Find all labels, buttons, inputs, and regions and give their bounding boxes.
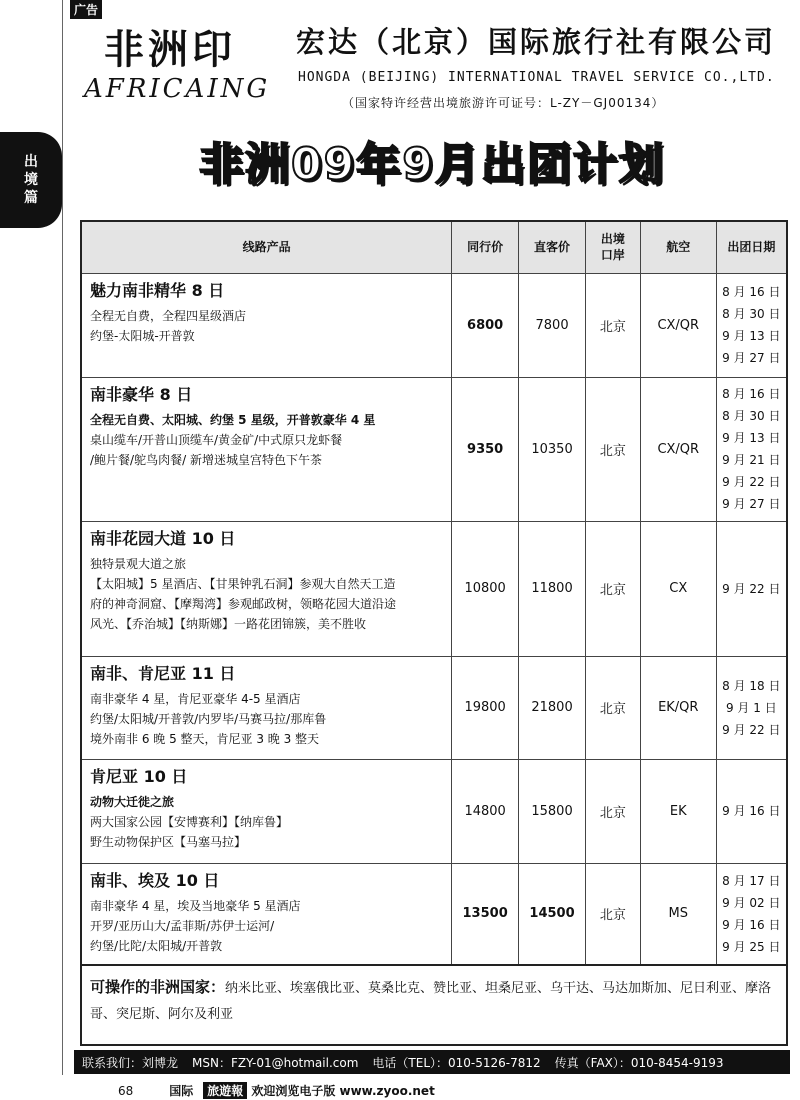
- section-tab-char-1: 出: [24, 154, 38, 170]
- departure-port: 北京: [586, 656, 641, 759]
- departure-dates: [716, 759, 787, 863]
- countries-label: 可操作的非洲国家：: [90, 978, 226, 996]
- left-divider: [62, 0, 63, 1075]
- product-detail: 南非豪华 4 星，肯尼亚豪华 4-5 星酒店: [90, 691, 301, 706]
- product-name: 肯尼亚 10 日: [90, 766, 188, 786]
- product-detail: 南非豪华 4 星，埃及当地豪华 5 星酒店: [90, 898, 301, 913]
- date-item: 8 月 18 日: [722, 678, 781, 693]
- product-cell: [81, 656, 452, 759]
- departure-dates: [716, 863, 787, 965]
- direct-price: 21800: [519, 656, 586, 759]
- header-departure-dates: 出团日期: [716, 221, 787, 273]
- peer-price: 10800: [452, 521, 519, 656]
- company-name-cn: 宏达（北京）国际旅行社有限公司: [296, 25, 777, 59]
- date-item: 9 月 27 日: [722, 351, 781, 365]
- peer-price: 9350: [452, 377, 519, 521]
- table-header-row: [81, 221, 787, 273]
- date-item: 8 月 16 日: [722, 387, 781, 401]
- peer-price: 19800: [452, 656, 519, 759]
- product-name: 南非、肯尼亚 11 日: [90, 663, 236, 683]
- date-item: 9 月 16 日: [722, 804, 781, 818]
- countries-list: 纳米比亚、埃塞俄比亚、莫桑比克、赞比亚、坦桑尼亚、乌干达、马达加斯加、尼日利亚、摩洛哥、突尼斯、阿尔及利亚: [90, 981, 772, 1022]
- date-item: 9 月 22 日: [722, 581, 781, 596]
- header-airline: 航空: [640, 221, 716, 273]
- departure-port: 北京: [586, 273, 641, 377]
- company-name-en: HONGDA (BEIJING) INTERNATIONAL TRAVEL SERVICE CO.,LTD.: [298, 70, 775, 85]
- date-item: 9 月 16 日: [722, 917, 781, 932]
- date-item: 8 月 30 日: [722, 307, 781, 321]
- airline: MS: [640, 863, 716, 965]
- logo-chinese: 非洲印: [104, 27, 236, 73]
- contact-msn: MSN：FZY-01@hotmail.com: [192, 1055, 359, 1070]
- contact-person: 联系我们：刘博龙: [82, 1055, 179, 1070]
- product-detail: 境外南非 6 晚 5 整天，肯尼亚 3 晚 3 整天: [90, 731, 320, 746]
- product-name: 魅力南非精华 8 日: [90, 280, 225, 300]
- section-tab-char-3: 篇: [24, 190, 38, 206]
- date-item: 9 月 22 日: [722, 475, 781, 489]
- airline: CX/QR: [640, 377, 716, 521]
- license-number: （国家特许经营出境旅游许可证号：L-ZY－GJ00134）: [342, 96, 665, 110]
- date-item: 9 月 21 日: [722, 453, 781, 467]
- airline: EK/QR: [640, 656, 716, 759]
- date-item: 9 月 27 日: [722, 497, 781, 511]
- table-row: [81, 521, 787, 656]
- product-cell: [81, 863, 452, 965]
- departure-dates: [716, 273, 787, 377]
- header-port: 出境 口岸: [586, 221, 641, 273]
- product-detail: 桌山缆车/开普山顶缆车/黄金矿/中式原只龙虾餐: [90, 432, 343, 447]
- direct-price: 14500: [519, 863, 586, 965]
- table-row: [81, 377, 787, 521]
- date-item: 9 月 13 日: [722, 431, 781, 445]
- product-detail: 约堡/太阳城/开普敦/内罗毕/马赛马拉/那库鲁: [90, 711, 327, 726]
- page-number: 68: [118, 1083, 134, 1098]
- product-detail: 府的神奇洞窟、【摩羯湾】参观邮政树，领略花园大道沿途: [90, 596, 397, 611]
- peer-price: 13500: [452, 863, 519, 965]
- date-item: 9 月 22 日: [722, 722, 781, 737]
- product-detail: 【太阳城】5 星酒店、【甘果钟乳石洞】参观大自然天工造: [90, 576, 396, 591]
- header-product: 线路产品: [81, 221, 452, 273]
- product-detail: 约堡-太阳城-开普敦: [90, 328, 195, 343]
- product-detail: 全程无自费、太阳城、约堡 5 星级，开普敦豪华 4 星: [90, 412, 376, 427]
- direct-price: 11800: [519, 521, 586, 656]
- product-cell: [81, 521, 452, 656]
- header-direct-price: 直客价: [519, 221, 586, 273]
- logo-english: AFRICAING: [84, 74, 271, 104]
- table-row: [81, 863, 787, 965]
- footer-section: 国际: [169, 1084, 194, 1098]
- table-row: [81, 273, 787, 377]
- product-cell: [81, 759, 452, 863]
- product-detail: 独特景观大道之旅: [90, 556, 187, 571]
- product-name: 南非花园大道 10 日: [90, 528, 236, 548]
- table-row: [81, 656, 787, 759]
- departure-dates: [716, 377, 787, 521]
- tour-schedule-table: [80, 220, 788, 966]
- departure-port: 北京: [586, 521, 641, 656]
- table-row: [81, 759, 787, 863]
- section-tab: [0, 132, 62, 228]
- airline: EK: [640, 759, 716, 863]
- available-countries: [80, 964, 788, 1046]
- date-item: 8 月 16 日: [722, 285, 781, 299]
- departure-port: 北京: [586, 759, 641, 863]
- contact-fax: 传真（FAX）：010-8454-9193: [554, 1055, 724, 1070]
- product-detail: 两大国家公园【安博赛利】【纳库鲁】: [90, 814, 289, 829]
- direct-price: 15800: [519, 759, 586, 863]
- product-detail: 风光、【乔治城】【纳斯娜】一路花团锦簇，美不胜收: [90, 616, 367, 631]
- product-cell: [81, 273, 452, 377]
- product-detail: /鲍片餐/鸵鸟肉餐/ 新增迷城皇宫特色下午茶: [90, 452, 322, 467]
- contact-phone: 电话（TEL）：010-5126-7812: [372, 1055, 541, 1070]
- airline: CX: [640, 521, 716, 656]
- departure-port: 北京: [586, 863, 641, 965]
- contact-bar: [74, 1050, 790, 1074]
- product-name: 南非豪华 8 日: [90, 384, 193, 404]
- product-detail: 野生动物保护区【马塞马拉】: [90, 834, 247, 849]
- peer-price: 14800: [452, 759, 519, 863]
- date-item: 9 月 13 日: [722, 329, 781, 343]
- ad-tag: 广告: [70, 0, 102, 19]
- departure-dates: [716, 521, 787, 656]
- product-detail: 动物大迁徙之旅: [90, 794, 175, 809]
- direct-price: 7800: [519, 273, 586, 377]
- section-tab-char-2: 境: [24, 172, 38, 188]
- airline: CX/QR: [640, 273, 716, 377]
- product-detail: 约堡/比陀/太阳城/开普敦: [90, 938, 223, 953]
- product-cell: [81, 377, 452, 521]
- footer-promo: 欢迎浏览电子版 www.zyoo.net: [251, 1084, 435, 1098]
- date-item: 8 月 30 日: [722, 409, 781, 423]
- product-name: 南非、埃及 10 日: [90, 870, 220, 890]
- page-header: [74, 10, 790, 120]
- page-footer: [118, 1082, 435, 1099]
- direct-price: 10350: [519, 377, 586, 521]
- date-item: 9 月 02 日: [722, 895, 781, 910]
- product-detail: 开罗/亚历山大/孟菲斯/苏伊士运河/: [90, 918, 275, 933]
- newspaper-logo: 旅遊報: [203, 1082, 247, 1099]
- product-detail: 全程无自费，全程四星级酒店: [90, 308, 247, 323]
- date-item: 9 月 25 日: [722, 939, 781, 954]
- date-item: 8 月 17 日: [722, 873, 781, 888]
- peer-price: 6800: [452, 273, 519, 377]
- page-title: 非洲09年9月出团计划: [199, 139, 665, 190]
- header-peer-price: 同行价: [452, 221, 519, 273]
- date-item: 9 月 1 日: [725, 700, 777, 715]
- departure-dates: [716, 656, 787, 759]
- departure-port: 北京: [586, 377, 641, 521]
